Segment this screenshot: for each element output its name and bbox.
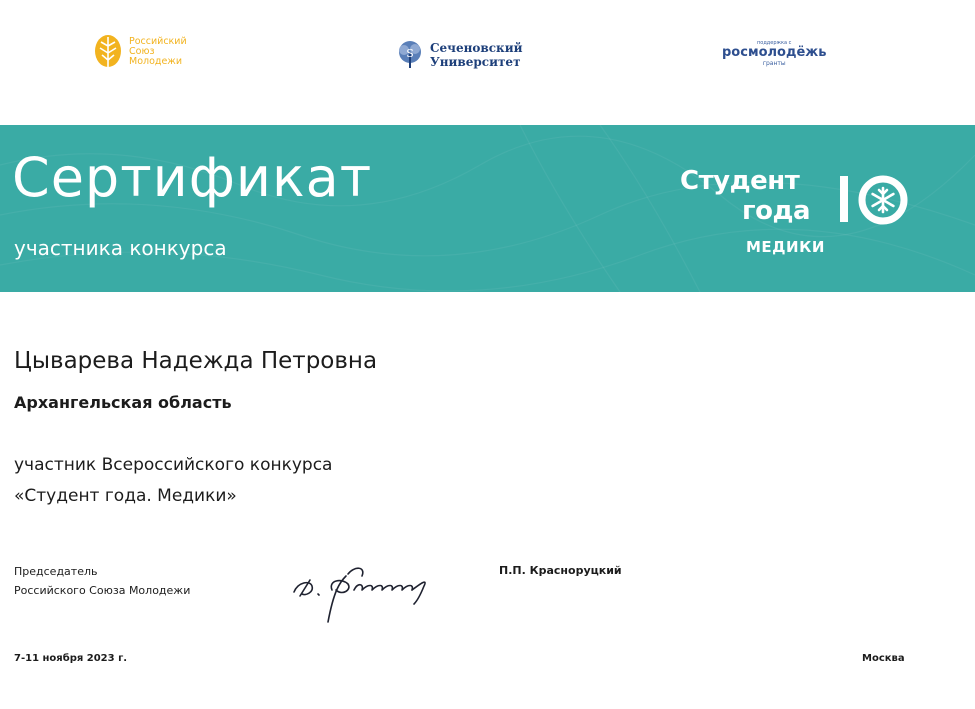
svg-text:S: S (406, 47, 414, 60)
contest-logo-medics: МЕДИКИ (746, 238, 825, 256)
leaf-icon (93, 34, 123, 70)
participation-line-2: «Студент года. Медики» (14, 486, 237, 506)
participation-line-1: участник Всероссийского конкурса (14, 455, 333, 475)
contest-logo-line2: года (742, 196, 810, 226)
signatory-title-line-1: Председатель (14, 565, 98, 578)
rosmolodezh-small-text: поддержка с (757, 40, 792, 46)
number-ten-snowflake-icon (836, 166, 912, 226)
sechenov-logo (396, 40, 523, 70)
handwritten-signature (288, 556, 438, 626)
rosmolodezh-main-text: росмолодёжь (722, 45, 827, 60)
event-date: 7-11 ноября 2023 г. (14, 653, 128, 664)
signatory-title-line-2: Российского Союза Молодежи (14, 584, 191, 597)
recipient-region: Архангельская область (14, 393, 232, 412)
rosmolodezh-logo (722, 40, 826, 67)
sechenov-logo-line: Сеченовский (430, 41, 523, 55)
sechenov-logo-line: Университет (430, 55, 521, 69)
recipient-name: Цыварева Надежда Петровна (14, 348, 378, 374)
rsm-logo-line: Российский (129, 36, 187, 47)
event-city: Москва (862, 653, 905, 664)
certificate-title: Сертификат (12, 146, 373, 209)
rsm-logo-line: Молодежи (129, 56, 183, 67)
signatory-name: П.П. Красноруцкий (499, 564, 622, 577)
certificate-subtitle: участника конкурса (14, 236, 227, 260)
tree-icon (396, 40, 424, 70)
rosmolodezh-sub-text: гранты (762, 60, 786, 67)
contest-logo-line1: Студент (680, 166, 800, 196)
rsm-logo (93, 34, 187, 70)
student-of-year-logo (676, 164, 916, 264)
rsm-logo-line: Союз (129, 46, 155, 57)
